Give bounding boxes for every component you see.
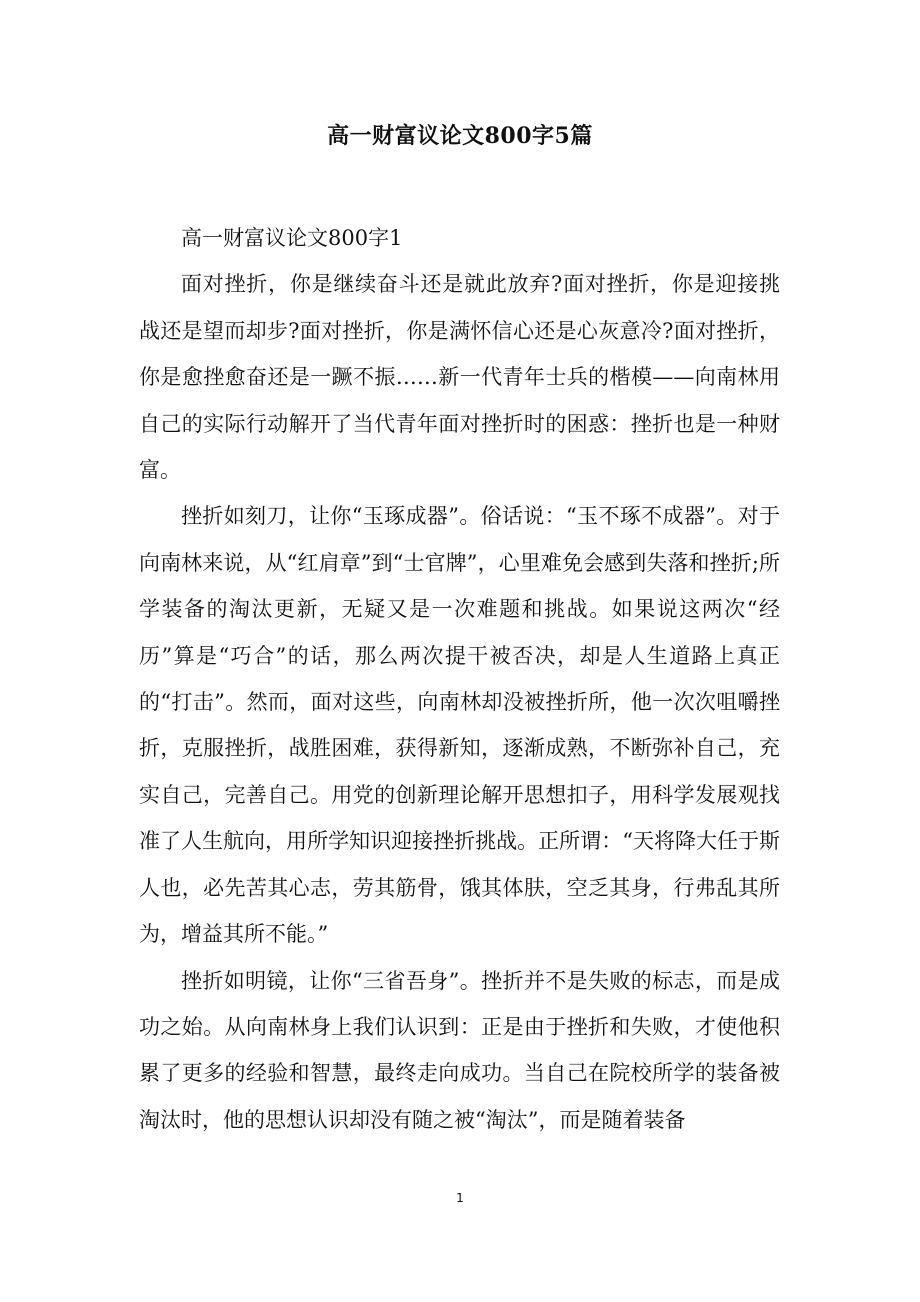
page-number: 1 — [456, 1191, 464, 1205]
section-heading: 高一财富议论文800字1 — [181, 226, 403, 250]
document-title: 高一财富议论文800字5篇 — [327, 123, 593, 149]
paragraph-2: 挫折如刻刀，让你“玉琢成器”。俗话说：“玉不琢不成器”。对于向南林来说，从“红肩章”到“士官牌”，心里难免会感到失落和挫折;所学装备的淘汰更新，无疑又是一次难题和挑战。如果说这两次“经历”算是“巧合”的话，那么两次提干被否决，却是人生道路上真正的“打击”。然而，面对这些，向南林却没被挫折所，他一次次咀嚼挫折，克服挫折，战胜困难，获得新知，逐渐成熟，不断弥补自己，充实自己，完善自己。用党的创新理论解开思想扣子，用科学发展观找准了人生航向，用所学知识迎接挫折挑战。正所谓：“天将降大任于斯人也，必先苦其心志，劳其筋骨，饿其体肤，空乏其身，行弗乱其所为，增益其所不能。” — [139, 504, 780, 947]
paragraph-3: 挫折如明镜，让你“三省吾身”。挫折并不是失败的标志，而是成功之始。从向南林身上我们认识到：正是由于挫折和失败，才使他积累了更多的经验和智慧，最终走向成功。当自己在院校所学的装备被淘汰时，他的思想认识却没有随之被“淘汰”，而是随着装备 — [139, 968, 780, 1132]
document-body — [139, 215, 780, 1143]
paragraph-1: 面对挫折，你是继续奋斗还是就此放弃?面对挫折，你是迎接挑战还是望而却步?面对挫折，你是满怀信心还是心灰意冷?面对挫折，你是愈挫愈奋还是一蹶不振……新一代青年士兵的楷模——向南林用自己的实际行动解开了当代青年面对挫折时的困惑：挫折也是一种财富。 — [139, 272, 780, 483]
